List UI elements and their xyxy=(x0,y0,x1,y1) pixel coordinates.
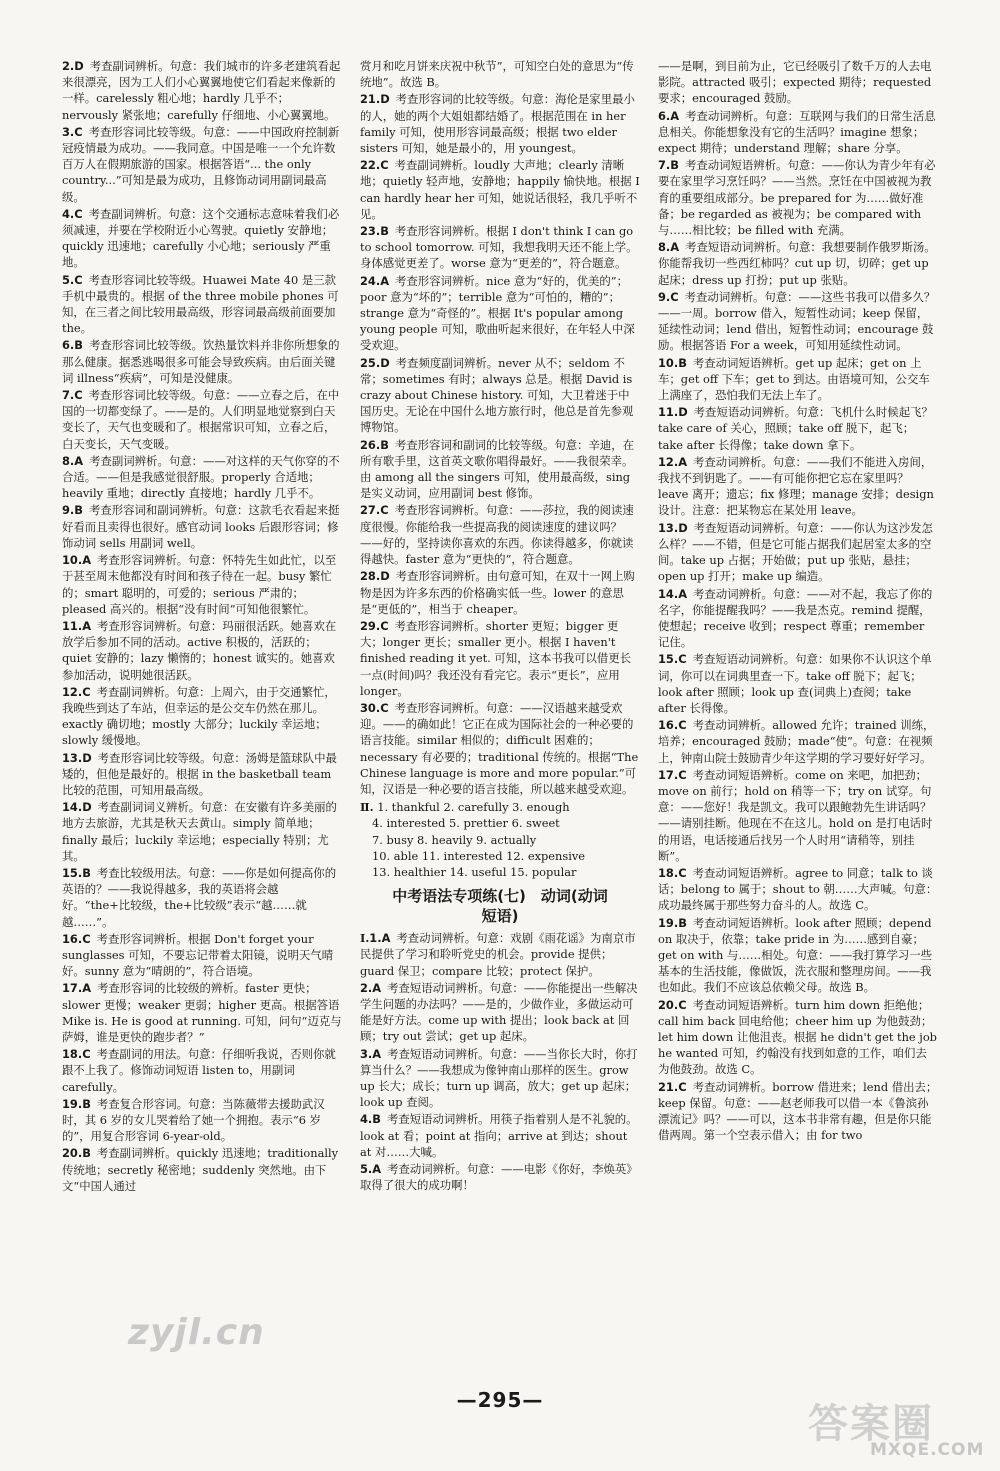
explanation-text: 考查形容词辨析。shorter 更短；bigger 更大；longer 更长；smaller 更小。根据 I haven't finished reading it yet. 可知，这本书我可以借更长一点(时间)吗？我还没有看完它。表示“更长”，应用 longer。 xyxy=(360,618,632,698)
answer-letter: C xyxy=(380,503,389,518)
explanation-text: 考查频度副词辨析。never 从不；seldom 不常；sometimes 有时；always 总是。根据 David is crazy about Chinese history. 可知，大卫着迷于中国历史。无论在中国什么地方旅行时，他总是首先参观博物馆。 xyxy=(360,355,634,435)
question-number: 6. xyxy=(658,108,671,123)
answer-item xyxy=(658,586,938,651)
answer-letter: C xyxy=(74,272,83,287)
question-number: 20. xyxy=(62,1146,83,1161)
answer-item xyxy=(658,239,938,288)
question-number: 13. xyxy=(658,520,679,535)
answer-letter: D xyxy=(678,520,688,535)
question-number: 22. xyxy=(360,158,381,173)
explanation-text: 考查动词短语辨析。come on 来吧，加把劲；move on 前行；hold on 稍等一下；try on 试穿。句意：——您好！我是凯文。我可以跟鲍勃先生讲话吗？——请别挂断。他现在不在这儿。hold on 是打电话时的用语，电话接通后找另一个人时用“请稍等，别挂断”。 xyxy=(658,767,933,863)
part-two-line: 13. healthier 14. useful 15. popular xyxy=(372,864,577,879)
answer-letter: B xyxy=(82,1096,91,1111)
answer-item xyxy=(360,1161,640,1193)
explanation-text: 考查动词辨析。句意：——这些书我可以借多久？——一周。borrow 借入，短暂性动词；keep 保留，延续性动词；lend 借出，短暂性动词；encourage 鼓励。根据答语 For a week，可知用延续性动词。 xyxy=(658,289,936,353)
section-title-line2: 短语) xyxy=(481,907,519,926)
question-number: 18. xyxy=(658,865,679,880)
continued-text: 赏月和吃月饼来庆祝中秋节”，可知空白处的意思为“传统地”。故选 B。 xyxy=(360,59,634,90)
question-number: 3. xyxy=(62,124,75,139)
part-two-answers xyxy=(360,799,640,880)
explanation-text: 考查副词的用法。句意：仔细听我说，否则你就跟不上我了。修饰动词短语 listen to，用副词 carefully。 xyxy=(62,1047,336,1094)
question-number: 21. xyxy=(360,92,381,107)
explanation-text: 考查副词词义辨析。句意：在安徽有许多美丽的地方去旅游，尤其是秋天去黄山。simply 简单地；finally 最后；luckily 幸运地；especially 特别；尤其。 xyxy=(62,800,337,863)
question-number: 12. xyxy=(62,684,83,699)
explanation-text: 考查副词辨析。句意：这个交通标志意味着我们必须减速，并要在学校附近小心驾驶。quietly 安静地；quickly 迅速地；carefully 小心地；seriously 严重地。 xyxy=(62,206,340,270)
answer-letter: C xyxy=(678,865,687,880)
explanation-text: 考查动词短语辨析。get up 起床；get on 上车；get off 下车；get to 到达。由语境可知，公交车上满座了，恐怕我们无法上车了。 xyxy=(658,355,930,403)
answer-letter: C xyxy=(82,1047,91,1062)
answer-letter: D xyxy=(74,59,84,73)
answer-letter: A xyxy=(82,618,92,633)
answer-item xyxy=(62,387,342,452)
middle-items xyxy=(360,91,640,797)
question-number: 2. xyxy=(360,980,373,995)
answer-letter: C xyxy=(678,652,687,667)
answer-letter: C xyxy=(74,388,83,403)
answer-letter: A xyxy=(670,240,680,255)
answer-item xyxy=(62,337,342,386)
explanation-text: 考查形容词比较等级。句意：——中国政府控制新冠疫情最为成功。——我同意。中国是唯一一个允许数百万人在假期旅游的国家。根据答语“... the only country...”可知是最为成功，且修饰动词用副词最高级。 xyxy=(62,124,340,204)
question-number: 15. xyxy=(658,652,679,667)
explanation-text: 考查形容词的比较等级。句意：海伦是家里最小的人，她的两个大姐姐都结婚了。根据范围在 in her family 可知，使用形容词最高级；根据 two elder sisters 可知，她是最小的，用 youngest。 xyxy=(360,92,635,156)
question-number: 8. xyxy=(658,240,671,255)
question-number: 24. xyxy=(360,273,381,288)
explanation-text: 考查短语动词辨析。句意：——你能提出一些解决学生问题的办法吗？——是的，少做作业，多做运动可能是好方法。come up with 提出；look back at 回顾；try out 尝试；get up 起床。 xyxy=(360,980,638,1044)
question-number: 13. xyxy=(62,750,83,765)
explanation-text: 考查副词辨析。句意：上周六，由于交通繁忙，我晚些到达了车站，但幸运的是公交车仍然在那儿。exactly 确切地；mostly 大部分；luckily 幸运地；slowly 缓慢地。 xyxy=(62,684,336,748)
part-two-line xyxy=(360,799,640,815)
explanation-text: 考查短语动词辨析。句意：飞机什么时候起飞？take care of 关心，照顾；take off 脱下，起飞；take after 长得像；take down 拿下。 xyxy=(658,405,933,452)
answer-item xyxy=(62,58,342,123)
part-two-label: Ⅱ. xyxy=(360,800,374,815)
page-number: —295— xyxy=(456,1388,544,1412)
answer-item xyxy=(360,618,640,699)
question-number: 20. xyxy=(658,997,679,1012)
answer-item xyxy=(658,157,938,238)
answer-item xyxy=(360,700,640,797)
answer-letter: D xyxy=(380,355,390,370)
explanation-text: 考查形容词的比较级的辨析。faster 更快；slower 更慢；weaker 更弱；higher 更高。根据答语 Mike is. He is good at running. 可知，问句“迈克与萨姆，谁是更快的跑步者？” xyxy=(62,981,342,1044)
explanation-text: 考查形容词辨析。句意：——莎拉，我的阅读速度很慢。你能给我一些提高我的阅读速度的建议吗？——好的，坚持读你喜欢的东西。你读得越多，你就读得越快。faster 意为“更快的”，符合题意。 xyxy=(360,503,634,567)
answer-letter: B xyxy=(74,338,83,353)
watermark-mxqe-cn: 答案圈 xyxy=(808,1401,934,1447)
answer-letter: B xyxy=(678,915,687,930)
explanation-text: 考查形容词比较等级。饮热量饮料并非你所想象的那么健康。据悉逃喝很多可能会导致疾病。由后面关键词 illness“疾病”，可知是没健康。 xyxy=(62,338,340,385)
explanation-text: 考查动词短语辨析。agree to 同意；talk to 谈话；belong to 属于；shout to 朝……大声喊。句意：成功最终属于那些努力奋斗的人。故选 C。 xyxy=(658,865,938,913)
answer-letter: A xyxy=(372,1046,382,1061)
question-number: 4. xyxy=(62,206,75,221)
column-middle xyxy=(360,58,640,1428)
question-number: 7. xyxy=(62,388,75,403)
answer-letter: C xyxy=(82,931,91,946)
explanation-text: 考查比较级用法。句意：——你是如何提高你的英语的？——我说得越多，我的英语将会越好。“the+比较级，the+比较级”表示“越……就越……”。 xyxy=(62,865,337,929)
explanation-text: 考查短语动词辨析。句意：——当你长大时，你打算当什么？——我想成为像钟南山那样的医生。grow up 长大；成长；turn up 调高，放大；get up 起床；look up 查阅。 xyxy=(360,1046,638,1110)
explanation-text: 考查形容词比较等级。句意：汤姆是篮球队中最矮的，但他是最好的。根据 in the basketball team 比较的范围，可知用最高级。 xyxy=(62,750,337,797)
answer-letter: C xyxy=(670,289,679,304)
explanation-text: 考查形容词和副词的比较等级。句意：辛迪，在所有歌手里，这首英文歌你唱得最好。——我很荣幸。由 among all the singers 可知，使用最高级，sing 是实义动词，应用副词 best 修饰。 xyxy=(360,437,635,501)
answer-letter: A xyxy=(380,273,390,288)
answer-item xyxy=(62,552,342,617)
answer-item xyxy=(360,1046,640,1111)
question-number: 9. xyxy=(62,503,75,518)
explanation-text: 考查复合形容词。句意：当陈薇带去援助武汉时，其 6 岁的女儿哭着给了她一个拥抱。表示“6 岁的”，用复合形容词 6-year-old。 xyxy=(62,1096,325,1144)
question-number: 10. xyxy=(658,355,679,370)
answer-item xyxy=(62,980,342,1045)
answer-letter: C xyxy=(380,618,389,633)
question-number: 30. xyxy=(360,700,381,715)
answer-letter: D xyxy=(82,800,92,815)
explanation-text: 考查形容词辨析。根据 Don't forget your sunglasses 可知，不要忘记带着太阳镜，说明天气晴好。sunny 意为“晴朗的”，符合语境。 xyxy=(62,931,334,979)
answer-letter: C xyxy=(678,1079,687,1094)
answer-letter: A xyxy=(678,586,688,601)
answer-item xyxy=(658,1079,938,1144)
question-number: 23. xyxy=(360,224,381,239)
answer-letter: A xyxy=(74,453,84,468)
answer-letter: D xyxy=(380,92,390,107)
answer-item xyxy=(658,915,938,996)
answer-item xyxy=(62,865,342,930)
question-number: 4. xyxy=(360,1112,373,1127)
column-right xyxy=(658,58,938,1428)
part-two-line-text: 1. thankful 2. carefully 3. enough xyxy=(373,800,570,815)
watermark-mxqe xyxy=(808,1392,985,1462)
question-number: 8. xyxy=(62,453,75,468)
question-number: 19. xyxy=(658,915,679,930)
answer-letter: A xyxy=(372,980,382,995)
explanation-text: 考查短语动词辨析。句意：——你认为这沙发怎么样？——不错，但是它可能占据我们起居室太多的空间。take up 占据；开始做；put up 张贴，悬挂；open up 打开；make up 编造。 xyxy=(658,520,933,584)
explanation-text: 考查形容词和副词辨析。句意：这款毛衣看起来挺好看而且卖得也很好。感官动词 looks 后跟形容词；修饰动词 sells 用副词 well。 xyxy=(62,503,340,550)
answer-letter: B xyxy=(670,158,679,173)
explanation-text: 考查动词辨析。句意：——对不起，我忘了你的名字，你能提醒我吗？——我是杰克。remind 提醒，使想起；receive 收到；respect 尊重；remember 记住。 xyxy=(658,586,933,650)
explanation-text: ——是啊，到目前为止，它已经吸引了数千万的人去电影院。attracted 吸引；expected 期待；requested 要求；encouraged 鼓励。 xyxy=(658,59,932,106)
explanation-text: 考查动词短语辨析。句意：——你认为青少年有必要在家里学习烹饪吗？——当然。烹饪在中国被视为教育的重要组成部分。be prepared for 为……做好准备；be regarded as 被视为；be compared with 与……相比较；be filled with 充满。 xyxy=(658,158,936,238)
answer-item xyxy=(360,1111,640,1160)
answer-item xyxy=(360,355,640,436)
answer-item xyxy=(62,931,342,980)
question-number: 7. xyxy=(658,158,671,173)
explanation-text: 考查形容词辨析。nice 意为“好的，优美的”；poor 意为“坏的”；terrible 意为“可怕的，糟的”；strange 意为“奇怪的”。根据 It's popular among young people 可知，歌曲听起来很好，在年轻人中深受欢迎。 xyxy=(360,273,635,353)
explanation-text: 考查动词短语辨析。look after 照顾；depend on 取决于，依靠；take pride in 为……感到自豪；get on with 与……相处。句意：——我打算学习一些基本的生活技能，像做饭，洗衣服和整理房间。——我也如此。我们不应该总依赖父母。故选 B。 xyxy=(658,915,933,995)
question-number: 2. xyxy=(62,59,75,73)
question-number: 14. xyxy=(658,586,679,601)
answer-letter: C xyxy=(678,767,687,782)
answer-item xyxy=(658,997,938,1078)
question-number: 29. xyxy=(360,618,381,633)
explanation-text: 考查形容词辨析。根据 I don't think I can go to school tomorrow. 可知，我想我明天还不能上学。身体感觉更差了。worse 意为“更差的”，符合题意。 xyxy=(360,224,638,271)
answer-letter: B xyxy=(678,355,687,370)
watermark-zyjl: zyjl.cn xyxy=(128,1312,265,1353)
explanation-text: 考查短语动词辨析。用筷子指着别人是不礼貌的。look at 看；point at 指向；arrive at 到达；shout at 对……大喊。 xyxy=(360,1112,638,1159)
answer-item xyxy=(62,799,342,864)
answer-letter: B xyxy=(74,503,83,518)
answer-letter: B xyxy=(82,865,91,880)
answer-item xyxy=(658,520,938,585)
explanation-text: 考查动词辨析。borrow 借进来；lend 借出去；keep 保留。句意：——赵老师我可以借一本《鲁滨孙漂流记》吗？——可以，这本书非常有趣，但是你只能借两周。第一个空表示借入；由 for two xyxy=(658,1079,938,1143)
part-two-rest xyxy=(360,815,640,880)
answer-item xyxy=(62,206,342,271)
part-two-line: 4. interested 5. prettier 6. sweet xyxy=(372,816,560,831)
answer-item xyxy=(360,157,640,222)
answer-letter: C xyxy=(678,997,687,1012)
answer-item xyxy=(658,355,938,404)
answer-letter: C xyxy=(74,124,83,139)
question-number: 18. xyxy=(62,1047,83,1062)
section-title-line1: 中考语法专项练(七) 动词(动词 xyxy=(392,887,608,906)
part-two-line: 7. busy 8. heavily 9. actually xyxy=(372,832,537,847)
answer-letter: A xyxy=(381,931,391,946)
explanation-text: 考查形容词辨析。句意：——汉语越来越受欢迎。——的确如此！它正在成为国际社会的一种必要的语言技能。similar 相似的；difficult 困难的；necessary 有必要的；traditional 传统的。根据“The Chinese language is more and more popular.”可知，汉语是一种必要的语言技能，所以越来越受欢迎。 xyxy=(360,700,639,796)
question-number: 1. xyxy=(369,931,382,946)
answer-item xyxy=(62,124,342,205)
answer-item xyxy=(658,865,938,914)
answer-item xyxy=(360,91,640,156)
explanation-text: 考查动词辨析。句意：——电影《你好，李焕英》取得了很大的成功啊！ xyxy=(360,1162,638,1193)
answer-item xyxy=(62,750,342,799)
explanation-text: 考查动词辨析。句意：——我们不能进入房间，我找不到钥匙了。——有可能你把它忘在家里吗？leave 离开；遗忘；fix 修理；manage 安排；design 设计。注意：把某物忘在某处用 leave。 xyxy=(658,454,934,518)
question-number: 12. xyxy=(658,454,679,469)
answer-item xyxy=(360,568,640,617)
answer-letter: A xyxy=(82,553,92,568)
question-number: 16. xyxy=(658,718,679,733)
answer-item xyxy=(62,453,342,502)
part-label: Ⅰ. xyxy=(360,931,370,946)
answer-letter: B xyxy=(82,1146,91,1161)
question-number: 28. xyxy=(360,569,381,584)
answer-letter: D xyxy=(82,750,92,765)
answer-item xyxy=(658,651,938,716)
answer-letter: A xyxy=(678,454,688,469)
answer-item xyxy=(62,1046,342,1095)
explanation-text: 考查动词辨析。句意：互联网与我们的日常生活息息相关。你能想象没有它的生活吗？imagine 想象；expect 期待；understand 理解；share 分享。 xyxy=(658,108,936,156)
answer-letter: C xyxy=(380,158,389,173)
answer-item xyxy=(62,684,342,749)
answer-letter: A xyxy=(670,108,680,123)
explanation-text: 考查形容词辨析。句意：玛丽很活跃。她喜欢在放学后参加不同的活动。active 积极的，活跃的；quiet 安静的；lazy 懒惰的；honest 诚实的。她喜欢参加活动，说明她很活跃。 xyxy=(62,618,337,682)
question-number: 10. xyxy=(62,553,83,568)
question-number: 16. xyxy=(62,931,83,946)
answer-item xyxy=(360,502,640,567)
section-items xyxy=(360,930,640,1193)
answer-item xyxy=(658,289,938,354)
answer-item xyxy=(658,404,938,453)
answer-letter: C xyxy=(678,718,687,733)
answer-item xyxy=(62,1096,342,1145)
question-number: 17. xyxy=(62,981,83,996)
explanation-text: 考查副词辨析。句意：——对这样的天气你穿的不合适。——但是我感觉很舒服。properly 合适地；heavily 重地；directly 直接地；hardly 几乎不。 xyxy=(62,453,340,501)
answer-item xyxy=(62,618,342,683)
question-number: 15. xyxy=(62,865,83,880)
question-number: 17. xyxy=(658,767,679,782)
answer-letter: D xyxy=(678,405,688,420)
answer-item xyxy=(658,717,938,766)
explanation-text: 考查形容词比较等级。句意：——立春之后，在中国的一切都变绿了。——是的。人们明显地觉察到白天变长了，天气也变暖和了。根据常识可知，立春之后，白天变长，天气变暖。 xyxy=(62,388,340,451)
explanation-text: 考查形容词比较等级。Huawei Mate 40 是三款手机中最贵的。根据 of the three mobile phones 可知，在三者之间比较用最高级，形容词最高级前面要加 the。 xyxy=(62,272,339,336)
answer-letter: D xyxy=(380,569,390,584)
part-two-line: 10. able 11. interested 12. expensive xyxy=(372,848,586,863)
explanation-text: 考查短语动词辨析。句意：如果你不认识这个单词，你可以在词典里查一下。take off 脱下；起飞；look after 照顾；look up 查(词典上)查阅；take after 长得像。 xyxy=(658,652,932,715)
explanation-text: 考查副词辨析。loudly 大声地；clearly 清晰地；quietly 轻声地，安静地；happily 愉快地。根据 I can hardly hear her 可知，她说话很轻，我几乎听不见。 xyxy=(360,158,640,221)
question-number: 25. xyxy=(360,355,381,370)
question-number: 27. xyxy=(360,503,381,518)
question-number: 21. xyxy=(658,1079,679,1094)
question-number: 6. xyxy=(62,338,75,353)
column-container xyxy=(62,58,938,1428)
answer-letter: C xyxy=(380,700,389,715)
explanation-text: 考查副词辨析。句意：我们城市的许多老建筑看起来很漂亮，因为工人们小心翼翼地使它们看起来像新的一样。carelessly 粗心地；hardly 几乎不；nervously 紧张地；carefully 仔细地、小心翼翼地。 xyxy=(62,59,341,122)
explanation-text: 考查动词辨析。allowed 允许；trained 训练，培养；encouraged 鼓励；made“使”。句意：在视频上，钟南山院士鼓励青少年这学期的学习要好好学习。 xyxy=(658,718,935,765)
answer-letter: B xyxy=(380,437,389,452)
answer-item xyxy=(360,980,640,1045)
explanation-text: 考查形容词辨析。由句意可知，在双十一网上购物是因为许多东西的价格确实低一些。lower 的意思是“更低的”，相当于 cheaper。 xyxy=(360,569,635,616)
answer-letter: C xyxy=(74,206,83,221)
answer-letter: A xyxy=(82,981,92,996)
question-number: 19. xyxy=(62,1096,83,1111)
answer-page xyxy=(62,58,938,1428)
answer-letter: B xyxy=(380,224,389,239)
question-number: 14. xyxy=(62,800,83,815)
explanation-text: 考查动词辨析。句意：戏剧《雨花谣》为南京市民提供了学习和聆听党史的机会。provide 提供；guard 保卫；compare 比较；protect 保护。 xyxy=(360,931,636,978)
answer-letter: C xyxy=(82,684,91,699)
answer-letter: B xyxy=(372,1112,381,1127)
question-number: 5. xyxy=(360,1162,373,1176)
answer-item xyxy=(62,1145,342,1194)
answer-item xyxy=(658,454,938,519)
section-title xyxy=(360,886,640,926)
question-number: 11. xyxy=(62,618,83,633)
question-number: 9. xyxy=(658,289,671,304)
answer-letter: A xyxy=(372,1162,382,1176)
question-number: 11. xyxy=(658,405,679,420)
explanation-text: 考查动词短语辨析。turn him down 拒绝他；call him back 回电给他；cheer him up 为他鼓劲；let him down 让他沮丧。根据 he didn't get the job he wanted 可知，约翰没有找到如意的工作，咱们去为他鼓劲。故选 C。 xyxy=(658,997,937,1077)
answer-item xyxy=(658,767,938,864)
question-number: 3. xyxy=(360,1046,373,1061)
answer-item xyxy=(360,437,640,502)
answer-item xyxy=(360,223,640,272)
answer-item xyxy=(62,272,342,337)
answer-item xyxy=(658,108,938,157)
column-left xyxy=(62,58,342,1428)
question-number: 26. xyxy=(360,437,381,452)
answer-item xyxy=(62,502,342,551)
answer-item xyxy=(360,930,640,979)
answer-item xyxy=(360,273,640,354)
explanation-text: 考查短语动词辨析。句意：我想要制作俄罗斯汤。你能帮我切一些西红柿吗？cut up 切，切碎；get up 起床；dress up 打扮；put up 张贴。 xyxy=(658,240,936,287)
explanation-text: 考查副词辨析。quickly 迅速地；traditionally 传统地；secretly 秘密地；suddenly 突然地。由下文“中国人通过 xyxy=(62,1146,339,1193)
explanation-text: 考查形容词辨析。句意：怀特先生如此忙，以至于甚至周末他都没有时间和孩子待在一起。busy 繁忙的；smart 聪明的，可爱的；serious 严肃的；pleased 高兴的。根据“没有时间”可知他很繁忙。 xyxy=(62,553,337,616)
question-number: 5. xyxy=(62,272,75,287)
watermark-mxqe-en: MXQE.COM xyxy=(870,1440,985,1460)
answer-item xyxy=(658,58,938,107)
